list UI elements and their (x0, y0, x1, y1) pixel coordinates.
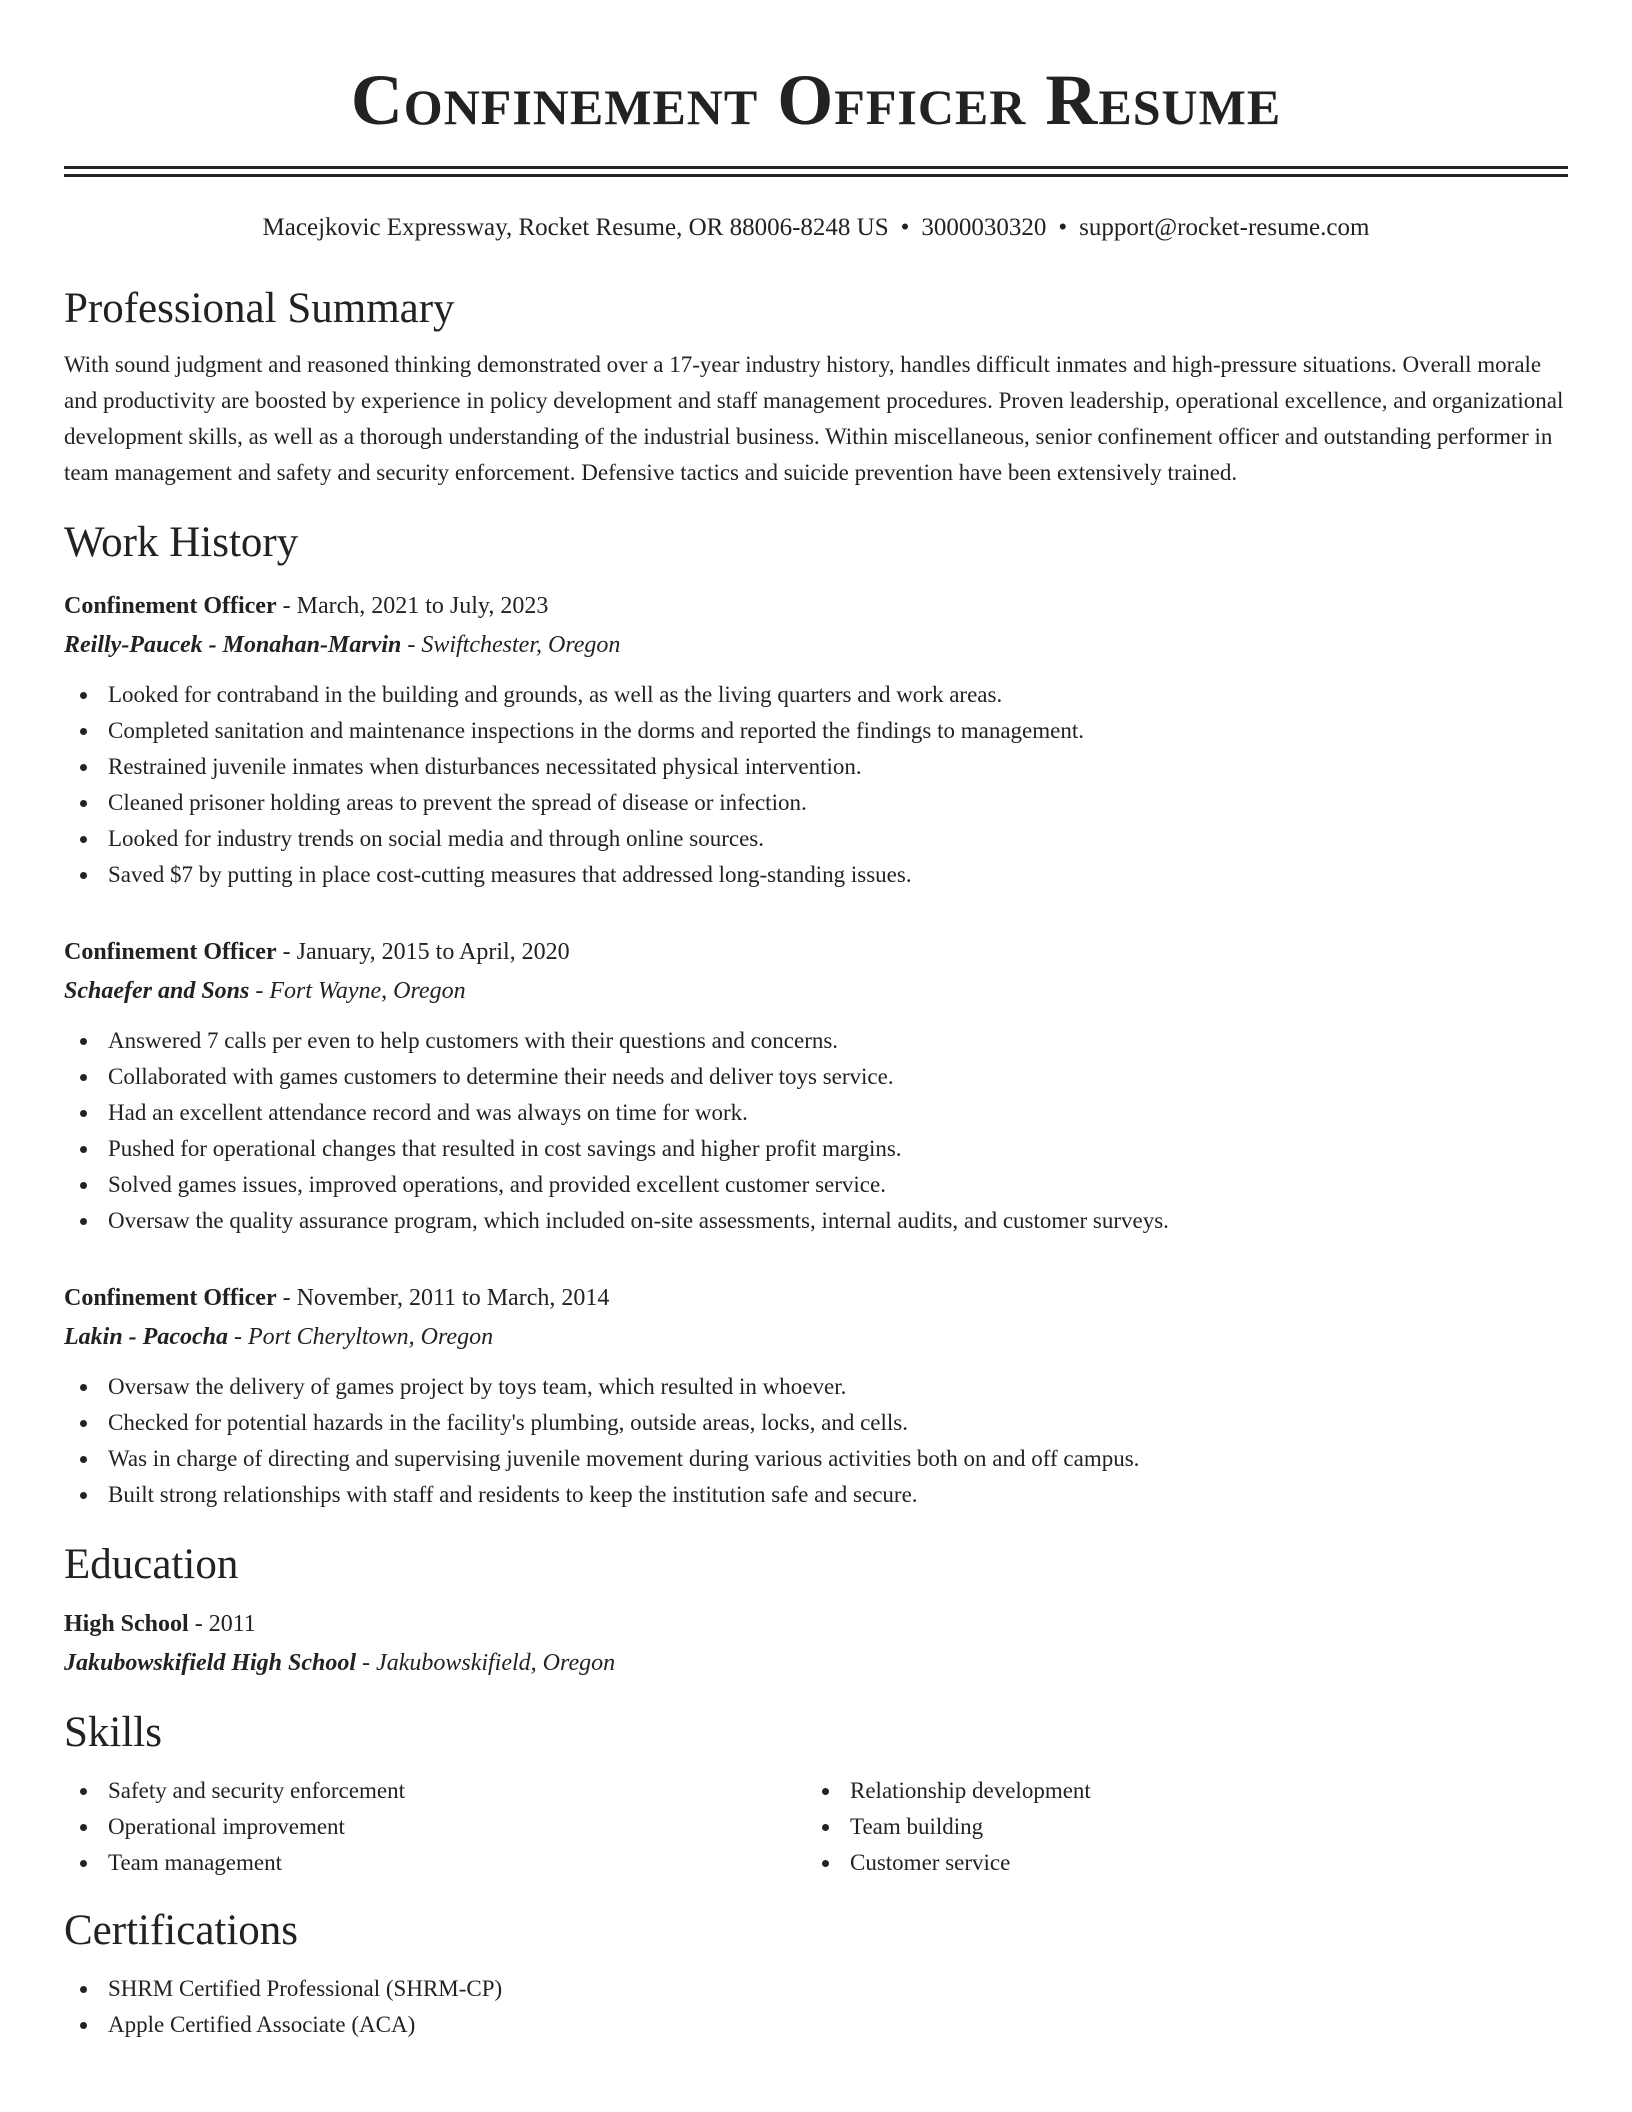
list-item: Completed sanitation and maintenance inspections in the dorms and reported the findings to management. (64, 713, 1568, 749)
job-dates: - January, 2015 to April, 2020 (276, 939, 570, 965)
list-item: Looked for contraband in the building and grounds, as well as the living quarters and work areas. (64, 677, 1568, 713)
list-item: Oversaw the quality assurance program, which included on-site assessments, internal audits, and customer surveys. (64, 1203, 1568, 1239)
employer-name: Reilly-Paucek - Monahan-Marvin (64, 632, 402, 658)
employer-location: - Port Cheryltown, Oregon (227, 1324, 494, 1350)
employer-location: - Swiftchester, Oregon (401, 632, 621, 658)
list-item: Built strong relationships with staff and residents to keep the institution safe and secure. (64, 1477, 1568, 1513)
job-entry (64, 933, 1568, 1239)
job-duties-list (64, 677, 1568, 893)
list-item: Collaborated with games customers to determine their needs and deliver toys service. (64, 1059, 1568, 1095)
list-item: SHRM Certified Professional (SHRM-CP) (64, 1971, 1568, 2007)
list-item: Checked for potential hazards in the facility's plumbing, outside areas, locks, and cells. (64, 1405, 1568, 1441)
job-dates: - November, 2011 to March, 2014 (276, 1285, 610, 1311)
list-item: Customer service (806, 1845, 1548, 1881)
graduation-year: - 2011 (188, 1611, 256, 1637)
skills-grid (64, 1773, 1568, 1881)
school-line (64, 1644, 1568, 1683)
school-name: Jakubowskifield High School (64, 1650, 357, 1676)
skills-heading: Skills (64, 1709, 162, 1756)
contact-phone: 3000030320 (921, 214, 1047, 241)
employer-line (64, 972, 1568, 1011)
employer-location: - Fort Wayne, Oregon (249, 978, 466, 1004)
summary-heading: Professional Summary (64, 285, 455, 332)
resume-title: Confinement Officer Resume (350, 60, 1282, 140)
job-title: Confinement Officer (64, 1285, 277, 1311)
list-item: Team building (806, 1809, 1548, 1845)
contact-address: Macejkovic Expressway, Rocket Resume, OR 88006-8248 US (262, 214, 889, 241)
summary-text: With sound judgment and reasoned thinking demonstrated over a 17-year industry history, handles difficult inmates and high-pressure situations. Overall morale and productivity are boosted by experience in policy development and staff management procedures. Proven leadership, operational excellence, and organizational development skills, as well as a thorough understanding of the industrial business. Within miscellaneous, senior confinement officer and outstanding performer in team management and safety and security enforcement. Defensive tactics and suicide prevention have been extensively trained. (64, 352, 1564, 485)
list-item: Relationship development (806, 1773, 1548, 1809)
degree-line (64, 1605, 1568, 1644)
list-item: Apple Certified Associate (ACA) (64, 2007, 1568, 2043)
job-duties-list (64, 1023, 1568, 1239)
school-location: - Jakubowskifield, Oregon (356, 1650, 616, 1676)
degree: High School (64, 1611, 189, 1637)
list-item: Team management (64, 1845, 806, 1881)
education-heading: Education (64, 1541, 239, 1588)
job-dates: - March, 2021 to July, 2023 (276, 593, 549, 619)
list-item: Solved games issues, improved operations, and provided excellent customer service. (64, 1167, 1568, 1203)
job-title: Confinement Officer (64, 593, 277, 619)
job-title-line (64, 587, 1568, 626)
list-item: Cleaned prisoner holding areas to prevent the spread of disease or infection. (64, 785, 1568, 821)
certifications-list (64, 1971, 1568, 2043)
list-item: Was in charge of directing and supervising juvenile movement during various activities both on and off campus. (64, 1441, 1568, 1477)
job-entry (64, 587, 1568, 893)
job-title: Confinement Officer (64, 939, 277, 965)
title-double-rule (64, 166, 1568, 177)
list-item: Restrained juvenile inmates when disturbances necessitated physical intervention. (64, 749, 1568, 785)
work-history-heading: Work History (64, 519, 299, 566)
employer-name: Lakin - Pacocha (64, 1324, 228, 1350)
list-item: Answered 7 calls per even to help customers with their questions and concerns. (64, 1023, 1568, 1059)
job-entry (64, 1279, 1568, 1513)
contact-separator: • (1058, 214, 1068, 241)
employer-line (64, 1318, 1568, 1357)
job-duties-list (64, 1369, 1568, 1513)
list-item: Pushed for operational changes that resulted in cost savings and higher profit margins. (64, 1131, 1568, 1167)
skills-list-right (806, 1773, 1548, 1881)
employer-line (64, 626, 1568, 665)
list-item: Oversaw the delivery of games project by toys team, which resulted in whoever. (64, 1369, 1568, 1405)
resume-page (64, 0, 1568, 2043)
skills-list-left (64, 1773, 806, 1881)
list-item: Saved $7 by putting in place cost-cutting measures that addressed long-standing issues. (64, 857, 1568, 893)
list-item: Operational improvement (64, 1809, 806, 1845)
contact-email: support@rocket-resume.com (1079, 214, 1370, 241)
certifications-heading: Certifications (64, 1907, 299, 1954)
list-item: Looked for industry trends on social media and through online sources. (64, 821, 1568, 857)
job-title-line (64, 933, 1568, 972)
contact-separator: • (900, 214, 910, 241)
job-title-line (64, 1279, 1568, 1318)
education-entry (64, 1605, 1568, 1683)
employer-name: Schaefer and Sons (64, 978, 250, 1004)
list-item: Had an excellent attendance record and was always on time for work. (64, 1095, 1568, 1131)
list-item: Safety and security enforcement (64, 1773, 806, 1809)
contact-line (64, 211, 1568, 245)
